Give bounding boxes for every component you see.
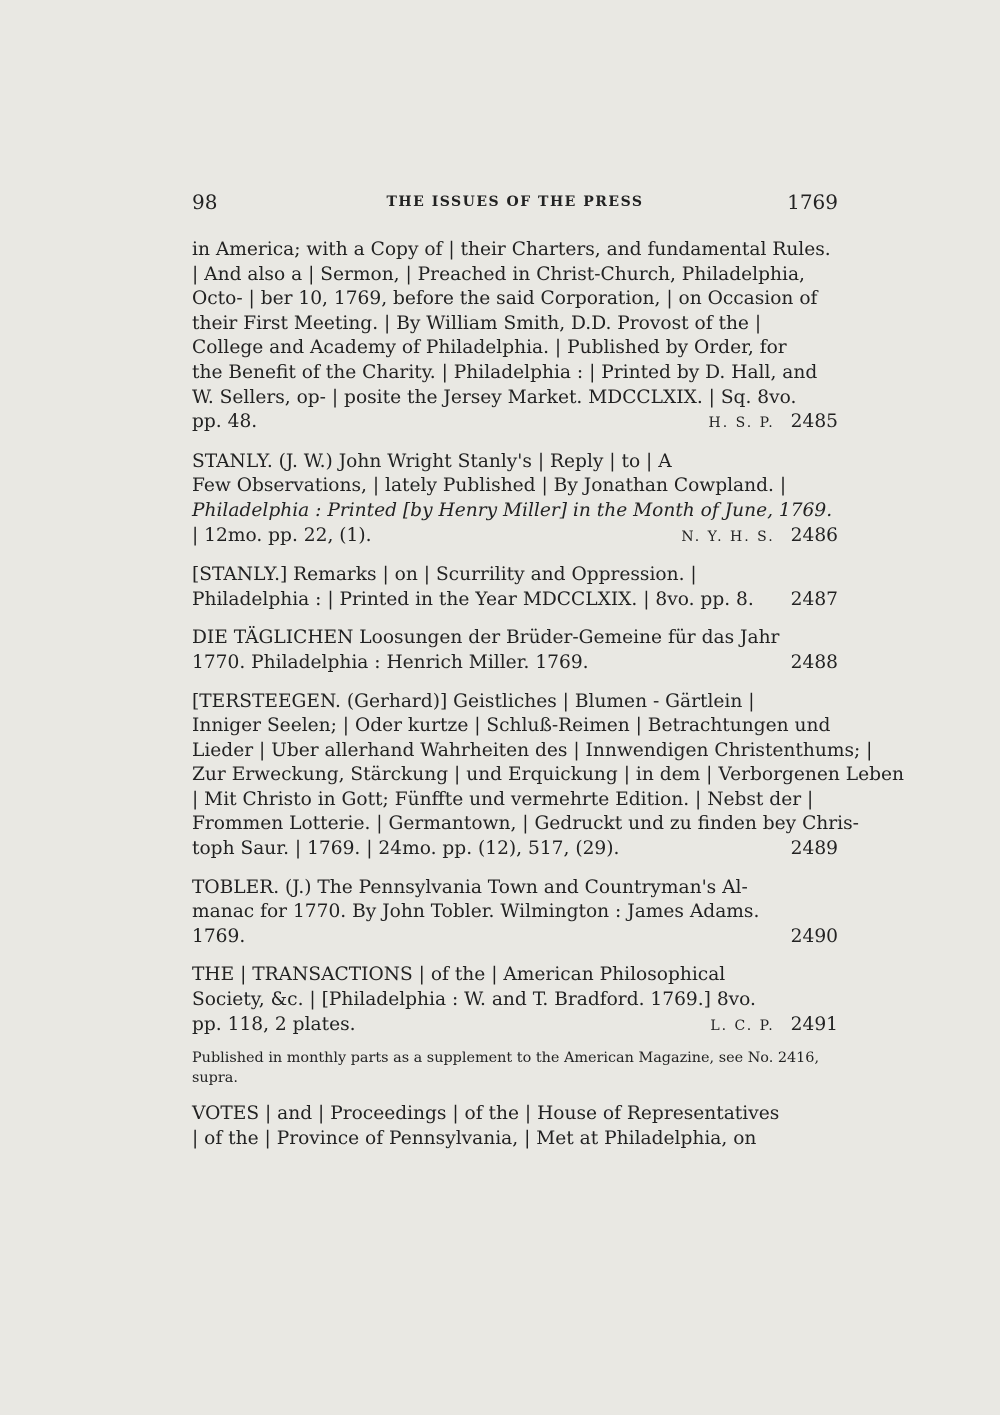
entry-line: in America; with a Copy of | their Charters, and fundamental Rules.	[192, 239, 831, 260]
entry-tail	[192, 524, 838, 550]
entry-line: | of the | Province of Pennsylvania, | Met at Philadelphia, on	[192, 1127, 757, 1149]
entry-tail	[192, 837, 838, 862]
page-number: 98	[192, 190, 218, 214]
entry-line: Inniger Seelen; | Oder kurtze | Schluß-Reimen | Betrachtungen und	[192, 715, 831, 737]
entry-line: DIE TÄGLICHEN Loosungen der Brüder-Gemeine für das Jahr	[192, 627, 780, 649]
entry-line: [TERSTEEGEN. (Gerhard)] Geistliches | Blumen - Gärtlein |	[192, 690, 755, 712]
footnote-text: Published in monthly parts as a supplement to the American Magazine, see No. 2416, supra.	[192, 1050, 820, 1087]
holding-library: H. S. P.	[708, 415, 775, 432]
bibliographic-entry	[192, 238, 838, 436]
entry-line: Few Observations, | lately Published | By Jonathan Cowpland. |	[192, 475, 787, 497]
entry-line: Octo- | ber 10, 1769, before the said Corporation, | on Occasion of	[192, 288, 818, 310]
entry-tail-text: Philadelphia : | Printed in the Year MDCCLXIX. | 8vo. pp. 8.	[192, 588, 754, 610]
entry-line: [STANLY.] Remarks | on | Scurrility and Oppression. |	[192, 564, 697, 586]
bibliographic-entry	[192, 450, 838, 549]
entry-number: 2490	[790, 925, 838, 947]
bibliographic-entry	[192, 626, 838, 675]
entry-line: STANLY. (J. W.) John Wright Stanly's | Reply | to | A	[192, 450, 672, 472]
entry-tail-text: | 12mo. pp. 22, (1).	[192, 524, 372, 546]
entry-line: their First Meeting. | By William Smith, D.D. Provost of the |	[192, 312, 762, 334]
entry-line: THE | TRANSACTIONS | of the | American Philosophical	[192, 964, 726, 986]
running-header	[192, 190, 838, 220]
entry-line: | And also a | Sermon, | Preached in Christ-Church, Philadelphia,	[192, 263, 805, 285]
bibliographic-entry	[192, 1102, 838, 1151]
entry-tail-text: pp. 118, 2 plates.	[192, 1013, 356, 1035]
bibliographic-entry	[192, 963, 838, 1038]
entry-line: Frommen Lotterie. | Germantown, | Gedruckt und zu finden bey Chris-	[192, 813, 859, 835]
entry-tail-text: 1769.	[192, 925, 246, 947]
holding-library: N. Y. H. S.	[681, 528, 775, 545]
entry-number: 2486	[790, 524, 838, 546]
entry-line: VOTES | and | Proceedings | of the | House of Representatives	[192, 1103, 780, 1125]
entry-tail-text: toph Saur. | 1769. | 24mo. pp. (12), 517, (29).	[192, 838, 620, 860]
entry-number: 2491	[790, 1013, 838, 1035]
entry-line: the Benefit of the Charity. | Philadelphia : | Printed by D. Hall, and	[192, 361, 818, 383]
entry-line: Society, &c. | [Philadelphia : W. and T. Bradford. 1769.] 8vo.	[192, 989, 756, 1011]
entry-tail	[192, 410, 838, 436]
entry-tail-text: pp. 48.	[192, 411, 258, 433]
bibliographic-entry	[192, 690, 904, 862]
entry-number: 2487	[790, 588, 838, 610]
entry-tail	[192, 651, 838, 676]
entry-line: College and Academy of Philadelphia. | Published by Order, for	[192, 337, 787, 359]
entry-line: Lieder | Uber allerhand Wahrheiten des | Innwendigen Christenthums; |	[192, 739, 873, 761]
entry-line: TOBLER. (J.) The Pennsylvania Town and Countryman's Al-	[192, 876, 748, 898]
entry-line: Philadelphia : Printed [by Henry Miller] in the Month of June, 1769.	[192, 499, 833, 521]
entry-tail-text: 1770. Philadelphia : Henrich Miller. 1769.	[192, 651, 589, 673]
bibliographic-entry	[192, 563, 838, 612]
entry-number: 2489	[790, 838, 838, 860]
page-body	[192, 238, 904, 1151]
entry-tail	[192, 588, 838, 613]
header-year: 1769	[787, 190, 838, 214]
entry-tail	[192, 925, 838, 950]
entry-number: 2488	[790, 651, 838, 673]
running-title: THE ISSUES OF THE PRESS	[386, 194, 644, 210]
entry-line: manac for 1770. By John Tobler. Wilmington : James Adams.	[192, 901, 760, 923]
entry-number: 2485	[790, 411, 838, 433]
bibliographic-entry	[192, 876, 838, 950]
entry-line: Zur Erweckung, Stärckung | und Erquickung | in dem | Verborgenen Leben	[192, 764, 904, 786]
entry-line: W. Sellers, op- | posite the Jersey Market. MDCCLXIX. | Sq. 8vo.	[192, 386, 797, 408]
holding-library: L. C. P.	[710, 1017, 775, 1034]
entry-tail	[192, 1013, 838, 1039]
entry-line: | Mit Christo in Gott; Fünffte und vermehrte Edition. | Nebst der |	[192, 788, 814, 810]
